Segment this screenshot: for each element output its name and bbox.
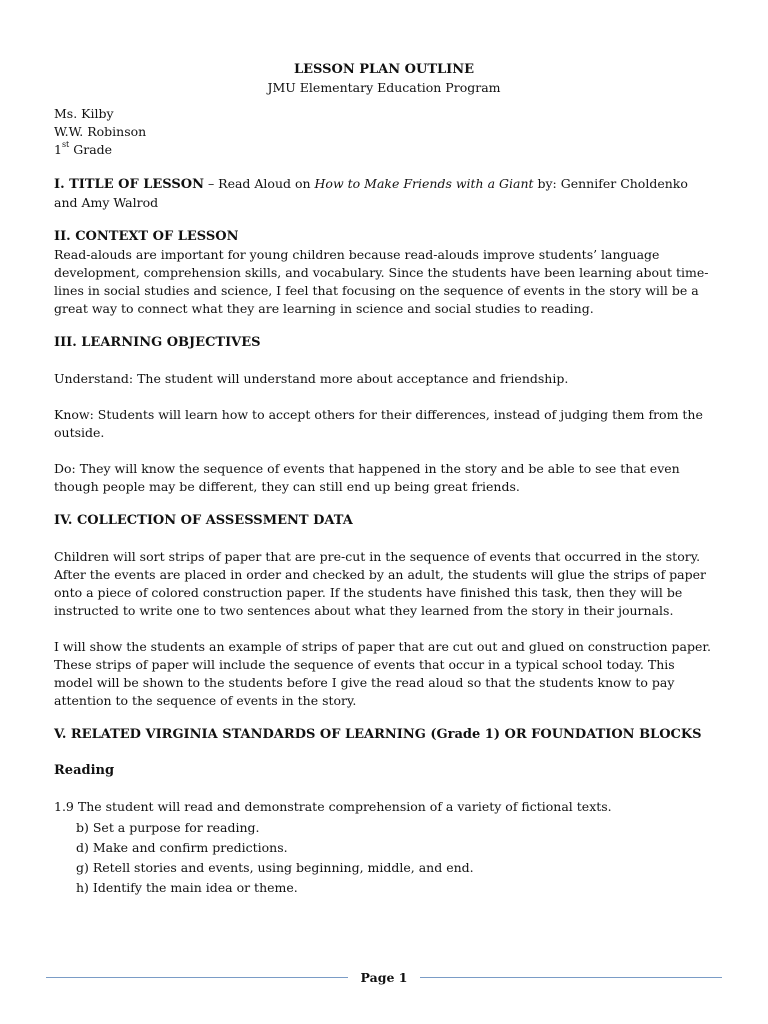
teacher-name: Ms. Kilby: [54, 106, 114, 121]
objective-do: Do: They will know the sequence of events that happened in the story and be able to see that even though people may be different, they can still end up being great friends.: [54, 461, 680, 494]
footer-rule-left: [46, 977, 348, 978]
grade-suffix: st: [61, 139, 70, 149]
list-item: h) Identify the main idea or theme.: [76, 880, 298, 895]
list-item: b) Set a purpose for reading.: [76, 820, 260, 835]
section-dash-text: – Read Aloud on: [203, 176, 315, 191]
list-item: d) Make and confirm predictions.: [76, 840, 288, 855]
objective-know: Know: Students will learn how to accept others for their differences, instead of judging them from the outside.: [54, 407, 703, 440]
assessment-paragraph-2: I will show the students an example of strips of paper that are cut out and glued on construction paper. These strips of paper will include the sequence of events that occur in a typical school today. This model will be shown to the students before I give the read aloud so that the students know to pay attention to the sequence of events in the story.: [54, 639, 711, 708]
standard-1-9: 1.9 The student will read and demonstrate comprehension of a variety of fictional texts.: [54, 799, 612, 814]
section-heading-assessment: IV. COLLECTION OF ASSESSMENT DATA: [54, 513, 353, 528]
section-heading-standards: V. RELATED VIRGINIA STANDARDS OF LEARNING (Grade 1) OR FOUNDATION BLOCKS: [54, 727, 702, 742]
page-footer: [46, 966, 722, 990]
section-heading: I. TITLE OF LESSON: [54, 177, 204, 192]
section-heading-objectives: III. LEARNING OBJECTIVES: [54, 335, 261, 350]
standards-subheading-reading: Reading: [54, 763, 115, 778]
school-name: W.W. Robinson: [54, 124, 147, 139]
section-heading-context: II. CONTEXT OF LESSON: [54, 229, 239, 244]
section-title-of-lesson: [54, 175, 714, 212]
grade-level: [54, 141, 714, 159]
page-number: Page 1: [360, 970, 408, 985]
document-page: [54, 61, 714, 899]
document-subtitle: JMU Elementary Education Program: [267, 80, 501, 95]
grade-number: 1: [54, 142, 62, 157]
document-title: LESSON PLAN OUTLINE: [293, 62, 475, 77]
footer-rule-right: [420, 977, 722, 978]
assessment-paragraph-1: Children will sort strips of paper that are pre-cut in the sequence of events that occurred in the story. After the events are placed in order and checked by an adult, the students will glue the strips of paper onto a piece of colored construction paper. If the students have finished this task, then they will be instructed to write one to two sentences about what they learned from the story in their journals.: [54, 549, 707, 618]
list-item: g) Retell stories and events, using beginning, middle, and end.: [76, 860, 474, 875]
book-authors: by: Gennifer Choldenko and Amy Walrod: [54, 176, 688, 210]
standard-sub-items: [54, 819, 714, 897]
objective-understand: Understand: The student will understand more about acceptance and friendship.: [54, 371, 569, 386]
grade-word: Grade: [69, 142, 113, 157]
book-title: How to Make Friends with a Giant: [314, 176, 534, 191]
context-paragraph: Read-alouds are important for young children because read-alouds improve students’ language development, comprehension skills, and vocabulary. Since the students have been learning about time-lines in social studies and science, I feel that focusing on the sequence of events in the story will be a great way to connect what they are learning in science and social studies to reading.: [54, 247, 709, 316]
